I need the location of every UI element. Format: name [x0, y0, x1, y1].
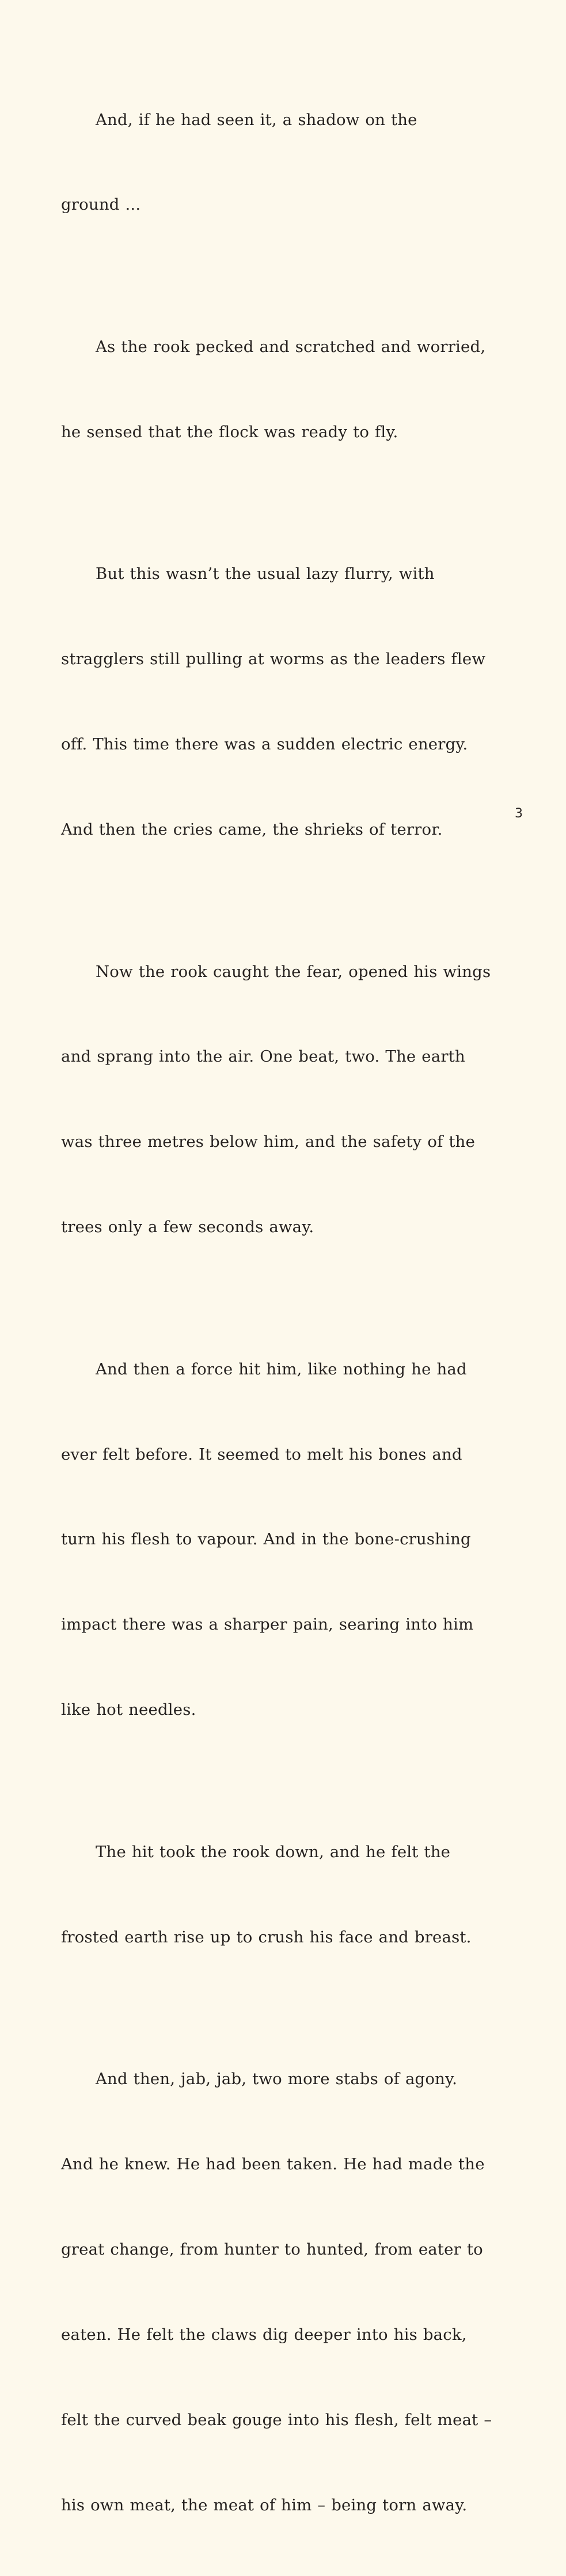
text-line: And he knew. He had been taken. He had made the [61, 2154, 485, 2173]
text-line: great change, from hunter to hunted, from eater to [61, 2240, 483, 2259]
text-line: and sprang into the air. One beat, two. The earth [61, 1047, 465, 1066]
text-line: was three metres below him, and the safety of the [61, 1132, 476, 1151]
paragraph-1 [61, 49, 522, 276]
page-body [61, 49, 522, 2576]
text-line: And then, jab, jab, two more stabs of agony. [96, 2070, 458, 2089]
text-line: frosted earth rise up to crush his face and breast. [61, 1927, 472, 1946]
text-line: And then a force hit him, like nothing he had [96, 1359, 467, 1378]
paragraph-5 [61, 1298, 522, 1781]
text-line: As the rook pecked and scratched and worried, [96, 337, 486, 356]
paragraph-4 [61, 901, 522, 1298]
text-line: The hit took the rook down, and he felt the [96, 1842, 451, 1861]
page-number: 3 [515, 806, 523, 821]
text-line: trees only a few seconds away. [61, 1218, 314, 1237]
text-line: he sensed that the flock was ready to fly. [61, 422, 398, 441]
paragraph-6 [61, 1781, 522, 2008]
paragraph-3 [61, 503, 522, 901]
text-line: felt the curved beak gouge into his flesh, felt meat – [61, 2410, 492, 2429]
text-line: ever felt before. It seemed to melt his bones and [61, 1445, 462, 1464]
text-line: ground ... [61, 195, 141, 214]
text-line: turn his flesh to vapour. And in the bone-crushing [61, 1530, 471, 1549]
paragraph-2 [61, 276, 522, 503]
text-line: But this wasn’t the usual lazy flurry, with [96, 565, 435, 584]
text-line: Now the rook caught the fear, opened his wings [96, 962, 491, 981]
text-line: eaten. He felt the claws dig deeper into his back, [61, 2325, 467, 2344]
text-line: impact there was a sharper pain, searing into him [61, 1615, 474, 1634]
text-line: And, if he had seen it, a shadow on the [96, 110, 417, 129]
text-line: his own meat, the meat of him – being torn away. [61, 2495, 468, 2514]
text-line: off. This time there was a sudden electric energy. [61, 735, 468, 754]
text-line: And then the cries came, the shrieks of terror. [61, 820, 443, 839]
paragraph-7 [61, 2008, 522, 2576]
text-line: stragglers still pulling at worms as the leaders flew [61, 650, 486, 669]
text-line: like hot needles. [61, 1700, 196, 1719]
